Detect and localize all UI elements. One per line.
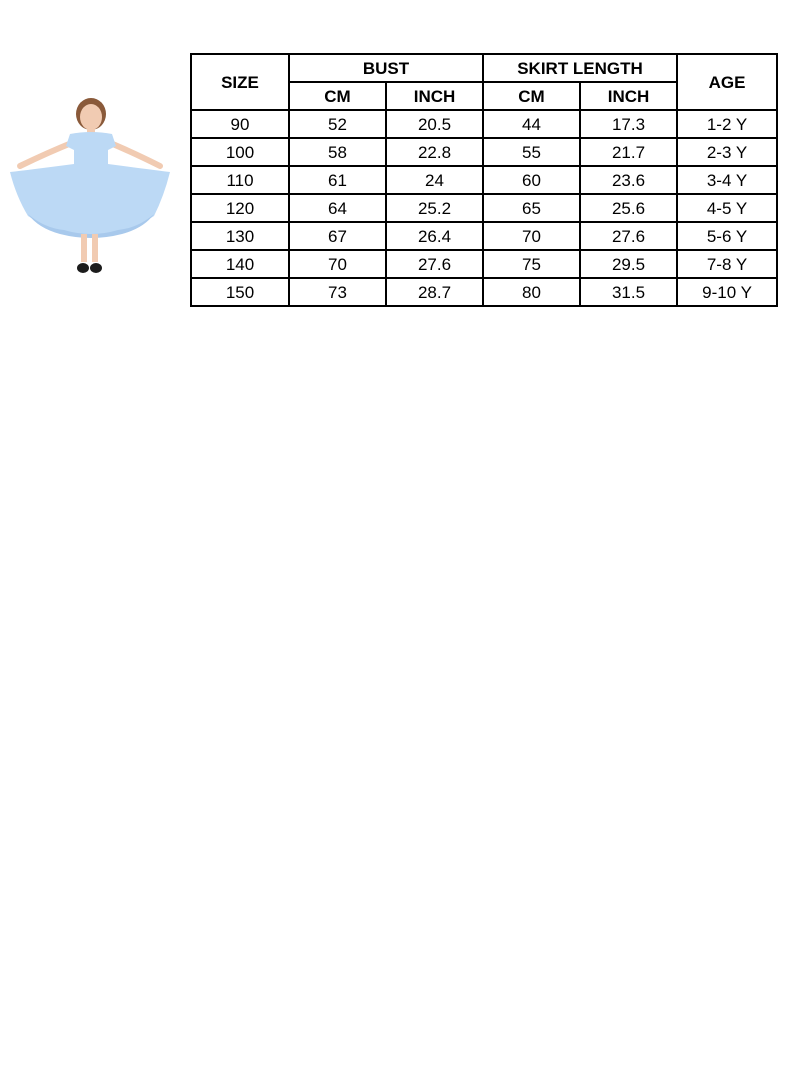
cell-skirt-inch: 27.6 [580,222,677,250]
cell-bust-cm: 61 [289,166,386,194]
cell-bust-inch: 28.7 [386,278,483,306]
header-size: SIZE [191,54,289,110]
table-row [191,138,777,166]
cell-skirt-cm: 70 [483,222,580,250]
cell-skirt-inch: 21.7 [580,138,677,166]
cell-bust-cm: 73 [289,278,386,306]
cell-skirt-cm: 75 [483,250,580,278]
cell-bust-inch: 27.6 [386,250,483,278]
table-row [191,250,777,278]
cell-age: 9-10 Y [677,278,777,306]
face-shape [80,104,102,130]
table-row [191,222,777,250]
cell-size: 110 [191,166,289,194]
cell-bust-cm: 64 [289,194,386,222]
cell-size: 100 [191,138,289,166]
table-row [191,110,777,138]
cell-bust-inch: 24 [386,166,483,194]
model-photo [4,96,176,284]
header-skirt-cm: CM [483,82,580,110]
cell-skirt-cm: 60 [483,166,580,194]
cell-age: 4-5 Y [677,194,777,222]
cell-skirt-cm: 80 [483,278,580,306]
cell-age: 3-4 Y [677,166,777,194]
table-row [191,278,777,306]
right-shoe-shape [90,263,102,273]
cell-skirt-inch: 29.5 [580,250,677,278]
cell-skirt-cm: 44 [483,110,580,138]
cell-size: 150 [191,278,289,306]
cell-size: 130 [191,222,289,250]
cell-bust-cm: 70 [289,250,386,278]
cell-size: 90 [191,110,289,138]
cell-skirt-cm: 65 [483,194,580,222]
cell-bust-inch: 25.2 [386,194,483,222]
header-bust: BUST [289,54,483,82]
cell-age: 5-6 Y [677,222,777,250]
cell-age: 1-2 Y [677,110,777,138]
header-skirt-length: SKIRT LENGTH [483,54,677,82]
cell-skirt-inch: 23.6 [580,166,677,194]
cell-skirt-cm: 55 [483,138,580,166]
left-arm-shape [20,142,74,166]
cell-bust-inch: 22.8 [386,138,483,166]
header-age: AGE [677,54,777,110]
cell-bust-inch: 26.4 [386,222,483,250]
cell-bust-inch: 20.5 [386,110,483,138]
header-bust-inch: INCH [386,82,483,110]
size-chart-table [190,53,778,307]
cell-bust-cm: 52 [289,110,386,138]
cell-age: 7-8 Y [677,250,777,278]
table-row [191,166,777,194]
cell-bust-cm: 58 [289,138,386,166]
left-shoe-shape [77,263,89,273]
header-row-top [191,54,777,82]
cell-skirt-inch: 25.6 [580,194,677,222]
cell-size: 120 [191,194,289,222]
cell-age: 2-3 Y [677,138,777,166]
table-row [191,194,777,222]
cell-skirt-inch: 31.5 [580,278,677,306]
skirt-shape [10,164,170,237]
right-leg-shape [92,234,98,262]
cell-size: 140 [191,250,289,278]
bodice-shape [66,132,116,166]
cell-skirt-inch: 17.3 [580,110,677,138]
header-bust-cm: CM [289,82,386,110]
header-skirt-inch: INCH [580,82,677,110]
cell-bust-cm: 67 [289,222,386,250]
left-leg-shape [81,234,87,262]
